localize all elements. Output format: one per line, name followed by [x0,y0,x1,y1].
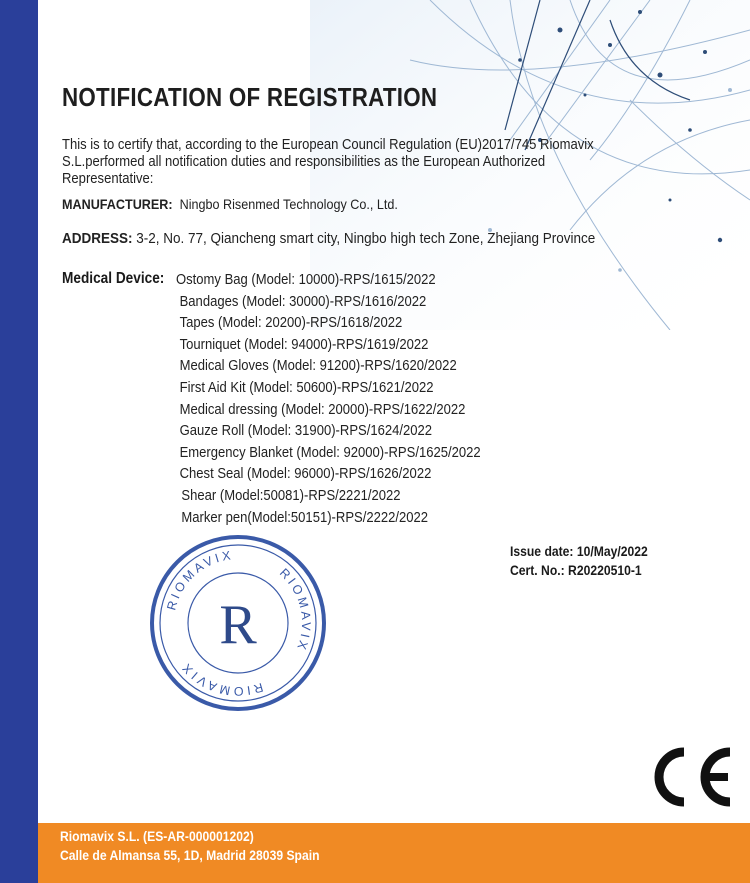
medical-device-label: Medical Device: [62,270,165,287]
manufacturer-value: Ningbo Risenmed Technology Co., Ltd. [179,196,398,212]
svg-text:RIOMAVIX: RIOMAVIX [276,565,314,655]
device-item: Bandages (Model: 30000)-RPS/1616/2022 [179,293,427,310]
device-item: Medical dressing (Model: 20000)-RPS/1622/2022 [179,401,466,418]
footer-bar [38,823,750,883]
device-item: Chest Seal (Model: 96000)-RPS/1626/2022 [179,466,432,483]
address-label: ADDRESS: [62,230,133,247]
device-item: Tourniquet (Model: 94000)-RPS/1619/2022 [179,336,429,353]
manufacturer-label: MANUFACTURER: [62,196,173,212]
footer-company: Riomavix S.L. (ES-AR-000001202) [60,829,254,844]
intro-paragraph: This is to certify that, according to the European Council Regulation (EU)2017/745 Riomavix S.L.performed all notification duties and responsibilities as the European Authorized Representative: [62,137,594,187]
svg-text:R: R [219,594,257,656]
device-item: Marker pen(Model:50151)-RPS/2222/2022 [181,509,429,526]
device-item: First Aid Kit (Model: 50600)-RPS/1621/2022 [179,379,434,396]
svg-text:RIOMAVIX: RIOMAVIX [177,658,265,699]
device-item: Medical Gloves (Model: 91200)-RPS/1620/2022 [179,358,457,375]
riomavix-seal-logo [148,533,328,713]
address-value: 3-2, No. 77, Qiancheng smart city, Ningbo high tech Zone, Zhejiang Province [136,230,596,247]
svg-text:RIOMAVIX: RIOMAVIX [164,548,235,612]
issue-block [510,542,648,580]
medical-device-list [176,270,515,529]
device-item: Ostomy Bag (Model: 10000)-RPS/1615/2022 [176,272,436,288]
ce-mark [652,744,734,810]
manufacturer-line [62,196,398,212]
footer-address: Calle de Almansa 55, 1D, Madrid 28039 Spain [60,848,320,863]
issue-date: Issue date: 10/May/2022 [510,544,648,559]
left-accent-bar [0,0,38,883]
page-title: NOTIFICATION OF REGISTRATION [62,82,438,112]
address-line [62,230,595,247]
device-item: Gauze Roll (Model: 31900)-RPS/1624/2022 [179,423,433,440]
device-item: Emergency Blanket (Model: 92000)-RPS/1625/2022 [179,444,481,461]
cert-number: Cert. No.: R20220510-1 [510,563,642,578]
device-item: Shear (Model:50081)-RPS/2221/2022 [181,487,401,504]
device-item: Tapes (Model: 20200)-RPS/1618/2022 [179,315,403,332]
